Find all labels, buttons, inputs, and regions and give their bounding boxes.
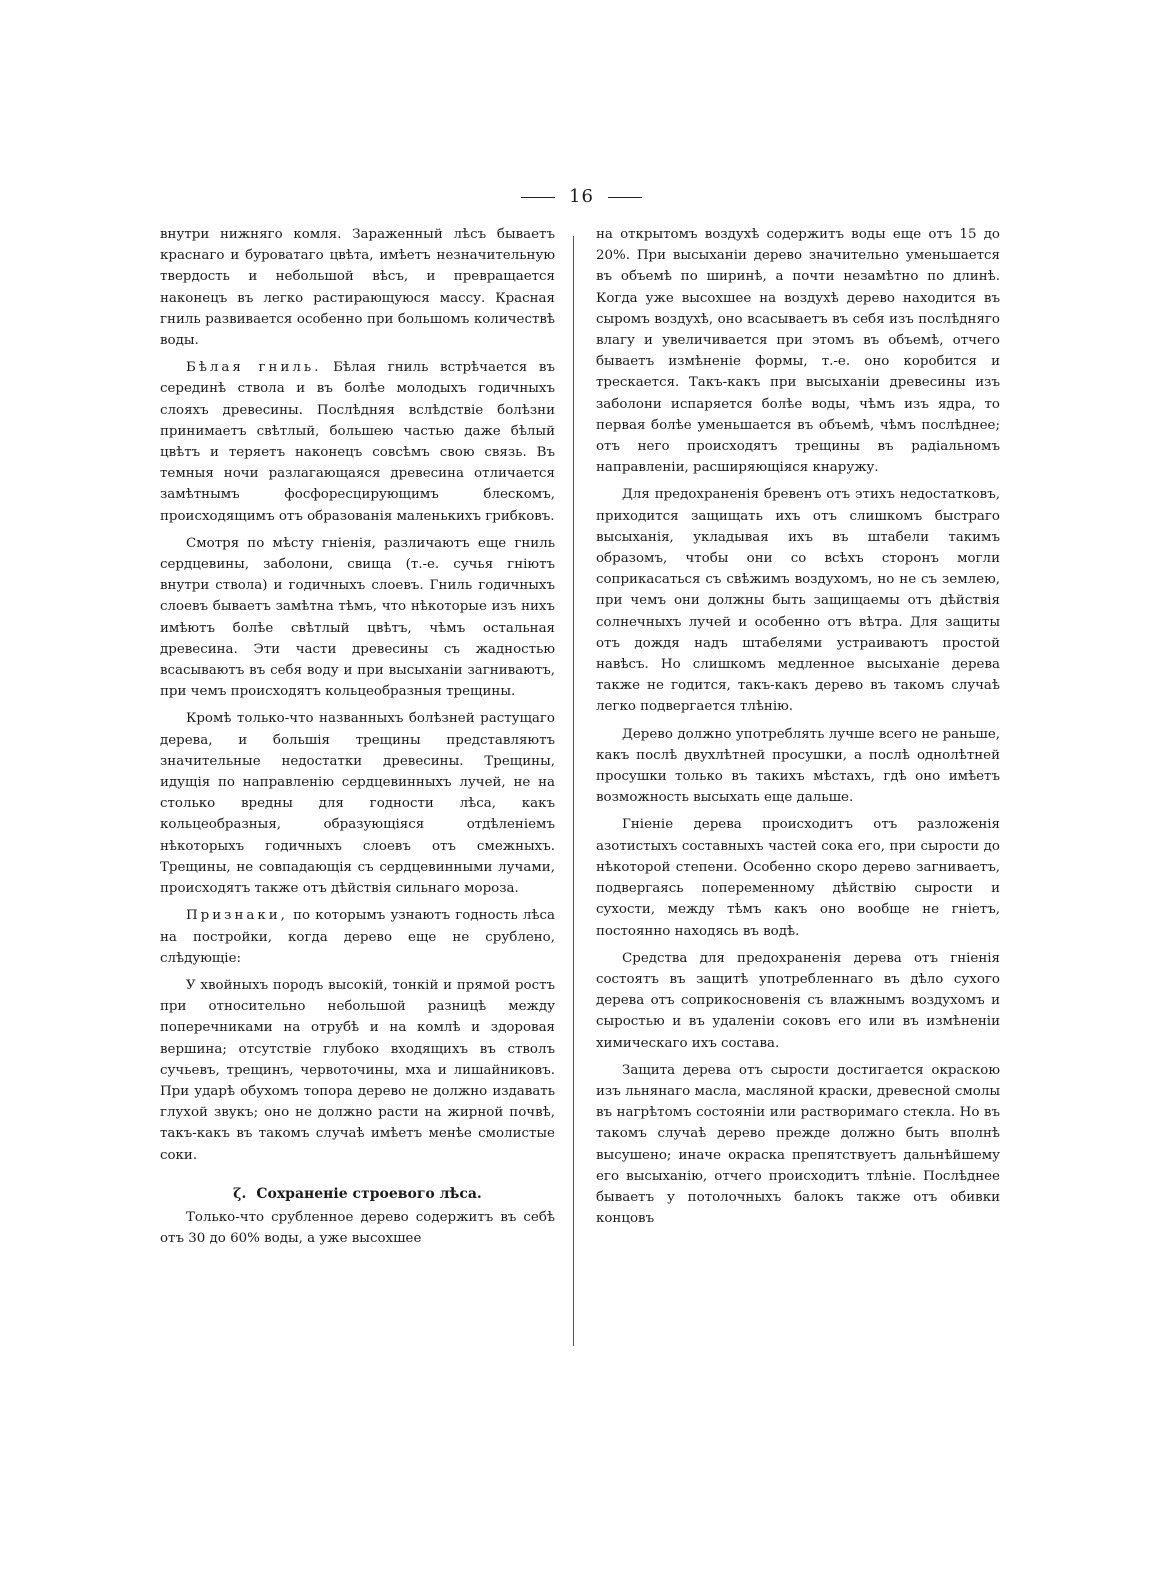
paragraph: внутри нижняго комля. Зараженный лѣсъ бываетъ краснаго и буроватаго цвѣта, имѣетъ незначительную твердость и небольшой вѣсъ, и превращается наконецъ въ легко растирающуюся массу. Красная гниль развивается особенно при большомъ количествѣ воды. [160,227,555,349]
paragraph: Кромѣ только-что названныхъ болѣзней растущаго дерева, и большія трещины представляютъ значительные недостатки древесины. Трещины, идущія по направленію сердцевинныхъ лучей, не на столько вредны для годности лѣса, какъ кольцеобразныя, образующіяся отдѣленіемъ нѣкоторыхъ годичныхъ слоевъ отъ смежныхъ. Трещины, не совпадающія съ сердцевинными лучами, происходятъ также отъ дѣйствія сильнаго мороза. [160,711,555,897]
header-dash-right [608,197,642,198]
page-number: 16 [569,186,594,207]
paragraph: Защита дерева отъ сырости достигается окраскою изъ льнянаго масла, масляной краски, древесной смолы въ нагрѣтомъ состояніи или растворимаго стекла. Но въ такомъ случаѣ дерево прежде должно быть вполнѣ высушено; иначе окраска препятствуетъ дальнѣйшему его высыханію, отчего происходитъ тлѣніе. Послѣднее бываетъ у потолочныхъ балокъ также отъ обивки концовъ [596,1062,1000,1227]
term-white-rot: Бѣлая гниль. [186,360,322,376]
paragraph: Только-что срубленное дерево содержитъ въ себѣ отъ 30 до 60% воды, а уже высохшее [160,1209,555,1247]
page-header [0,186,1163,207]
paragraph-text: Бѣлая гниль встрѣчается въ серединѣ ствола и въ болѣе молодыхъ годичныхъ слояхъ древесины. Послѣдняя вслѣдствіе болѣзни принимаетъ свѣтлый, большею частью даже бѣлый цвѣтъ и теряетъ наконецъ совсѣмъ свою связь. Въ темныя ночи разлагающаяся древесина отличается замѣтнымъ фосфоресцирующимъ блескомъ, происходящимъ отъ образованія маленькихъ грибковъ. [160,360,555,524]
section-heading [160,1184,555,1205]
paragraph-text: по которымъ узнаютъ годность лѣса на постройки, когда дерево еще не срублено, слѣдующіе: [160,908,555,966]
paragraph: на открытомъ воздухѣ содержитъ воды еще отъ 15 до 20%. При высыханіи дерево значительно уменьшается въ объемѣ по ширинѣ, а почти незамѣтно по длинѣ. Когда уже высохшее на воздухѣ дерево находится въ сыромъ воздухѣ, оно всасываетъ въ себя изъ послѣдняго влагу и увеличивается при этомъ въ объемѣ, отчего бываетъ измѣненіе формы, т.-е. оно коробится и трескается. Такъ-какъ при высыханіи древесины изъ заболони испаряется болѣе воды, чѣмъ изъ ядра, то первая болѣе уменьшается въ объемѣ, чѣмъ послѣднее; отъ него происходятъ трещины въ радіальномъ направленіи, расширяющіяся кнаружу. [596,227,1000,476]
paragraph [160,357,555,527]
column-divider [573,236,574,1346]
left-column [160,224,555,1255]
paragraph: Гніеніе дерева происходитъ отъ разложенія азотистыхъ составныхъ частей сока его, при сырости до нѣкоторой степени. Особенно скоро дерево загниваетъ, подвергаясь попеременному дѣйствію сырости и сухости, между тѣмъ какъ оно вообще не гніетъ, постоянно находясь въ водѣ. [596,817,1000,939]
paragraph: Средства для предохраненія дерева отъ гніенія состоятъ въ защитѣ употребленнаго въ дѣло сухого дерева отъ соприкосновенія съ влажнымъ воздухомъ и сыростью и въ удаленіи соковъ его или въ измѣненіи химическаго ихъ состава. [596,950,1000,1051]
section-mark: ζ. [233,1185,247,1202]
header-dash-left [521,197,555,198]
right-column [596,224,1000,1235]
paragraph [160,905,555,969]
paragraph: Смотря по мѣсту гніенія, различаютъ еще гниль сердцевины, заболони, свища (т.-е. сучья гніютъ внутри ствола) и годичныхъ слоевъ. Гниль годичныхъ слоевъ бываетъ замѣтна тѣмъ, что нѣкоторые изъ нихъ имѣютъ болѣе свѣтлый цвѣтъ, чѣмъ остальная древесина. Эти части древесины съ жадностью всасываютъ въ себя воду и при высыханіи загниваютъ, при чемъ происходятъ кольцеобразныя трещины. [160,535,555,700]
paragraph: Дерево должно употреблять лучше всего не раньше, какъ послѣ двухлѣтней просушки, а послѣ однолѣтней просушки только въ такихъ мѣстахъ, гдѣ оно имѣетъ возможность высыхать еще дальше. [596,726,1000,806]
paragraph: У хвойныхъ породъ высокій, тонкій и прямой ростъ при относительно небольшой разницѣ между поперечниками на отрубѣ и на комлѣ и здоровая вершина; отсутствіе глубоко входящихъ въ стволъ сучьевъ, трещинъ, червоточины, мха и лишайниковъ. При ударѣ обухомъ топора дерево не должно издавать глухой звукъ; оно не должно расти на жирной почвѣ, такъ-какъ въ такомъ случаѣ имѣетъ менѣе смолистые соки. [160,977,555,1163]
section-title: Сохраненіе строевого лѣса. [256,1185,482,1202]
term-signs: Признаки, [186,908,288,924]
paragraph: Для предохраненія бревенъ отъ этихъ недостатковъ, приходится защищать ихъ отъ слишкомъ быстраго высыханія, укладывая ихъ въ штабели такимъ образомъ, чтобы они со всѣхъ сторонъ могли соприкасаться съ свѣжимъ воздухомъ, но не съ землею, при чемъ они должны быть защищаемы отъ дѣйствія солнечныхъ лучей и особенно отъ вѣтра. Для защиты отъ дождя надъ штабелями устраиваютъ простой навѣсъ. Но слишкомъ медленное высыханіе дерева также не годится, такъ-какъ дерево въ такомъ случаѣ легко подвергается тлѣнію. [596,487,1000,715]
